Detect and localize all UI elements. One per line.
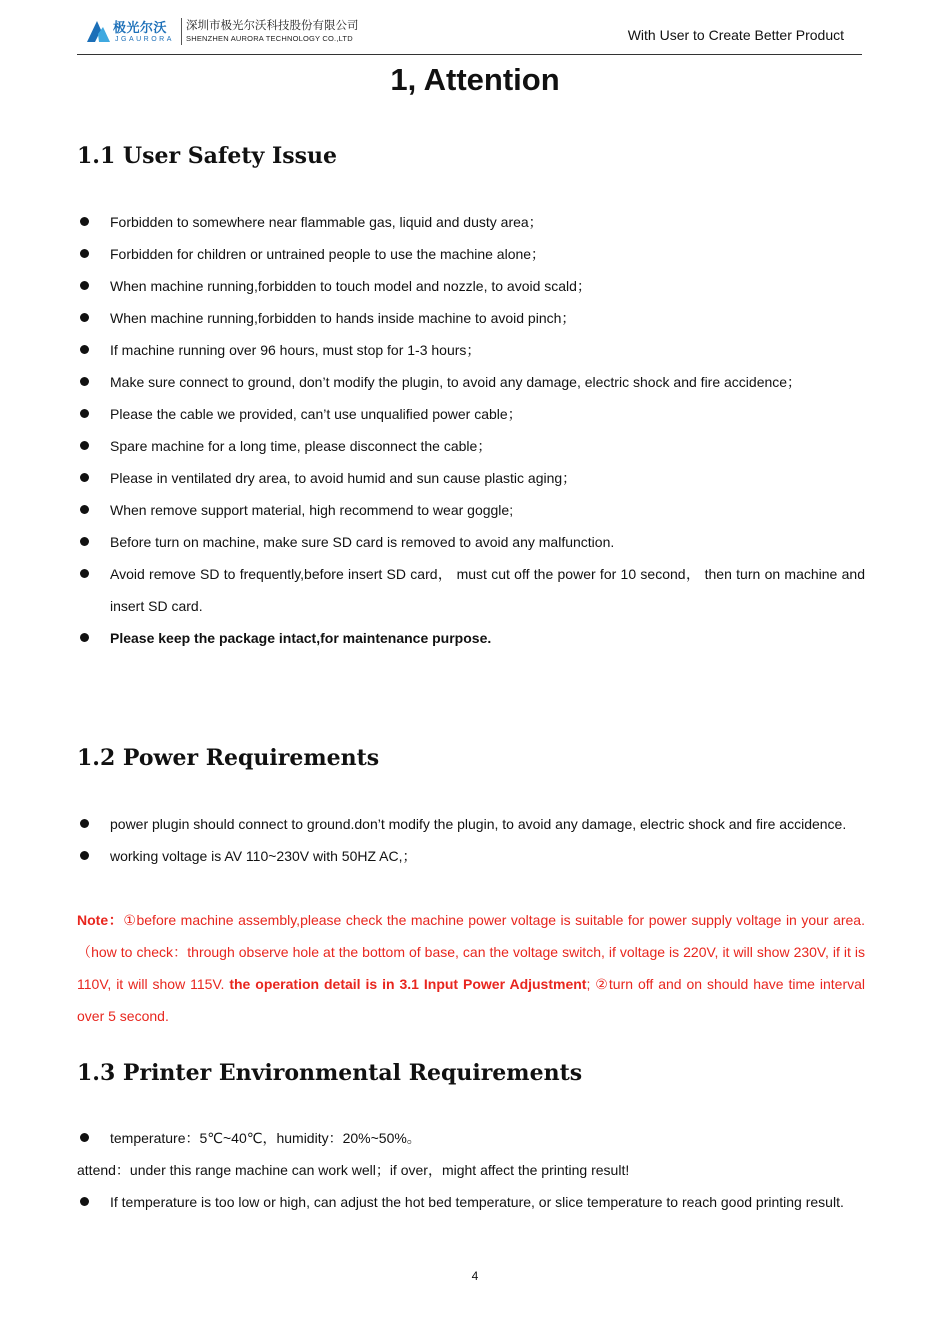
note-text: ①before machine assembly,please check the machine power voltage is suitable for power supply voltage in your area.（how to check：through observe hole at the bottom of base, can the voltage switch, if voltage is 220V, it will show 230V, if it is 110V, it will show 115V. bbox=[77, 912, 865, 992]
page-title: 1, Attention bbox=[390, 62, 560, 97]
bullet-icon bbox=[80, 281, 89, 290]
list-item: If machine running over 96 hours, must stop for 1-3 hours； bbox=[77, 334, 865, 366]
note-text-end: ; ②turn off and on should have time interval over 5 second. bbox=[77, 976, 866, 1024]
aurora-logo-icon bbox=[85, 18, 111, 44]
company-name-en: SHENZHEN AURORA TECHNOLOGY CO.,LTD bbox=[186, 34, 353, 43]
list-item: When machine running,forbidden to touch model and nozzle, to avoid scald； bbox=[77, 270, 865, 302]
bullet-icon bbox=[80, 819, 89, 828]
list-item: Please the cable we provided, can’t use unqualified power cable； bbox=[77, 398, 865, 430]
company-logo bbox=[85, 16, 385, 52]
bullet-icon bbox=[80, 217, 89, 226]
list-item: Before turn on machine, make sure SD card is removed to avoid any malfunction. bbox=[77, 526, 865, 558]
list-item: Make sure connect to ground, don’t modify the plugin, to avoid any damage, electric shock and fire accidence； bbox=[77, 366, 865, 398]
list-item: Avoid remove SD to frequently,before insert SD card， must cut off the power for 10 second， then turn on machine and insert SD card. bbox=[77, 558, 865, 622]
section-heading-safety: 1.1 User Safety Issue bbox=[77, 143, 338, 169]
section-heading-power: 1.2 Power Requirements bbox=[77, 745, 380, 771]
bullet-icon bbox=[80, 249, 89, 258]
safety-list bbox=[77, 206, 865, 654]
bullet-icon bbox=[80, 1197, 89, 1206]
note-reference: the operation detail is in 3.1 Input Power Adjustment bbox=[229, 976, 587, 992]
bullet-icon bbox=[80, 409, 89, 418]
logo-chinese-name: 极光尔沃 bbox=[113, 21, 168, 36]
bullet-icon bbox=[80, 505, 89, 514]
page-header bbox=[77, 14, 862, 55]
power-list bbox=[77, 808, 865, 872]
bullet-icon bbox=[80, 345, 89, 354]
list-item: Spare machine for a long time, please disconnect the cable； bbox=[77, 430, 865, 462]
page-number: 4 bbox=[471, 1269, 479, 1283]
section-heading-environment: 1.3 Printer Environmental Requirements bbox=[77, 1060, 583, 1086]
bullet-icon bbox=[80, 633, 89, 642]
bullet-icon bbox=[80, 1133, 89, 1142]
bullet-icon bbox=[80, 377, 89, 386]
list-item: Forbidden to somewhere near flammable gas, liquid and dusty area； bbox=[77, 206, 865, 238]
bullet-icon bbox=[80, 569, 89, 578]
list-item: When remove support material, high recommend to wear goggle; bbox=[77, 494, 865, 526]
list-item: Forbidden for children or untrained people to use the machine alone； bbox=[77, 238, 865, 270]
environment-list-2 bbox=[77, 1186, 865, 1218]
power-note bbox=[77, 904, 865, 1032]
environment-attend-text: attend：under this range machine can work well；if over，might affect the printing result! bbox=[77, 1162, 630, 1178]
list-item: working voltage is AV 110~230V with 50HZ AC,； bbox=[77, 840, 865, 872]
bullet-icon bbox=[80, 851, 89, 860]
header-tagline: With User to Create Better Product bbox=[627, 27, 844, 43]
list-item: Please keep the package intact,for maintenance purpose. bbox=[77, 622, 865, 654]
bullet-icon bbox=[80, 537, 89, 546]
logo-english-name: JGAURORA bbox=[115, 36, 174, 43]
list-item: power plugin should connect to ground.don’t modify the plugin, to avoid any damage, electric shock and fire accidence. bbox=[77, 808, 865, 840]
list-item: temperature：5℃~40℃，humidity：20%~50%。 bbox=[77, 1122, 865, 1154]
environment-list bbox=[77, 1122, 865, 1154]
list-item: If temperature is too low or high, can adjust the hot bed temperature, or slice temperature to reach good printing result. bbox=[77, 1186, 865, 1218]
bullet-icon bbox=[80, 313, 89, 322]
note-label: Note： bbox=[77, 912, 124, 928]
bullet-icon bbox=[80, 473, 89, 482]
logo-divider bbox=[181, 18, 182, 45]
bullet-icon bbox=[80, 441, 89, 450]
list-item: When machine running,forbidden to hands inside machine to avoid pinch； bbox=[77, 302, 865, 334]
company-name-cn: 深圳市极光尔沃科技股份有限公司 bbox=[186, 18, 359, 32]
list-item: Please in ventilated dry area, to avoid humid and sun cause plastic aging； bbox=[77, 462, 865, 494]
